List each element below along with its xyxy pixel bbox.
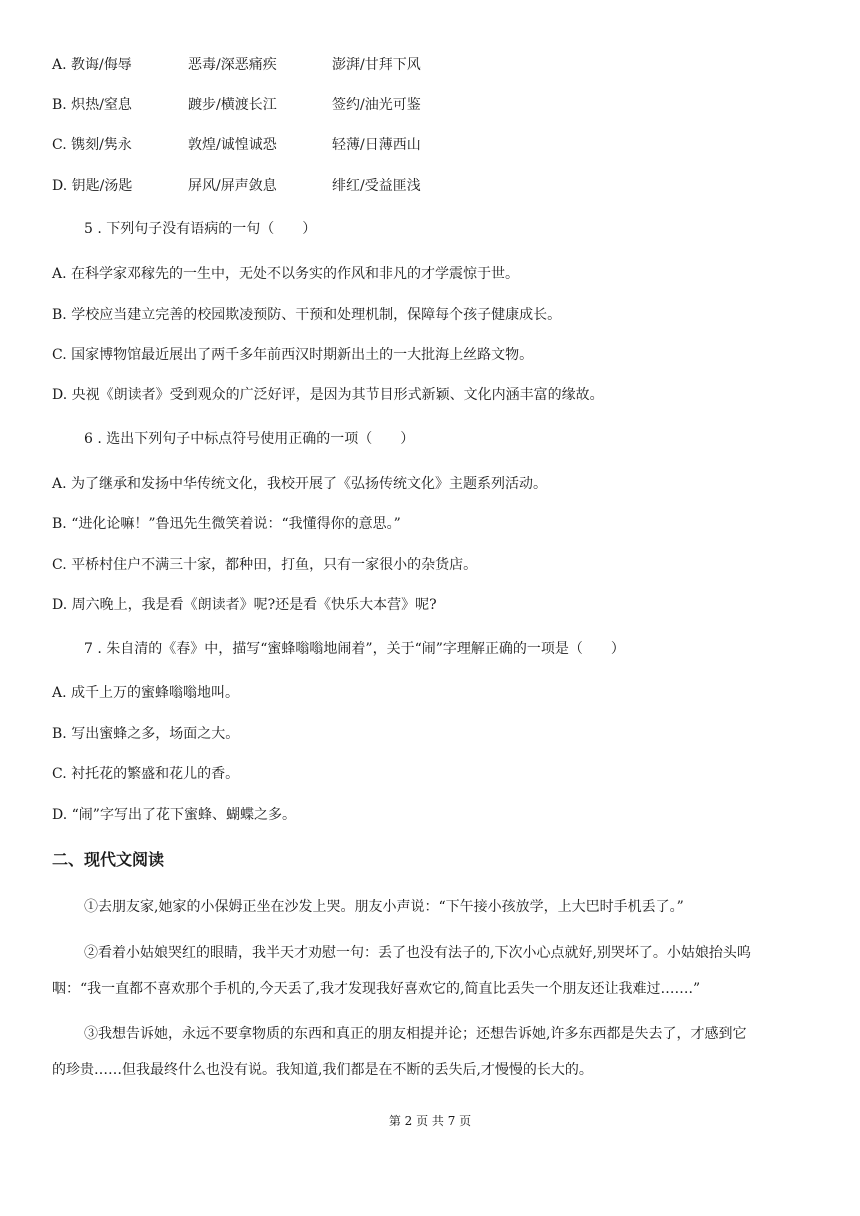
paragraph-1 bbox=[52, 897, 808, 917]
paragraph-2-line-2: 咽：“我一直都不喜欢那个手机的,今天丢了,我才发现我好喜欢它的,简直比丢失一个朋友还让我难过…….” bbox=[52, 981, 701, 997]
q5-stem: 5 . 下列句子没有语病的一句（ ） bbox=[84, 221, 317, 237]
q6-option-b: B. “进化论嘛！”鲁迅先生微笑着说：“我懂得你的意思。” bbox=[52, 516, 401, 532]
q4-option-d-col1: D. 钥匙/汤匙 bbox=[52, 178, 133, 194]
q7-stem: 7 . 朱自清的《春》中，描写“蜜蜂嗡嗡地闹着”，关于“闹”字理解正确的一项是（ ） bbox=[84, 641, 625, 657]
q4-option-b-col1: B. 炽热/窒息 bbox=[52, 97, 132, 113]
section-title: 二、现代文阅读 bbox=[52, 850, 165, 869]
q4-option-d-col3: 绯红/受益匪浅 bbox=[332, 178, 421, 194]
q6-stem: 6 . 选出下列句子中标点符号使用正确的一项（ ） bbox=[84, 431, 415, 447]
q4-option-c-col1: C. 镌刻/隽永 bbox=[52, 137, 132, 153]
q4-option-a-col2: 恶毒/深恶痛疾 bbox=[188, 57, 277, 73]
q4-option-b-col2: 踱步/横渡长江 bbox=[188, 97, 277, 113]
q5-option-d: D. 央视《朗读者》受到观众的广泛好评，是因为其节目形式新颖、文化内涵丰富的缘故。 bbox=[52, 387, 604, 403]
paragraph-3-line-2: 的珍贵……但我最终什么也没有说。我知道,我们都是在不断的丢失后,才慢慢的长大的。 bbox=[52, 1062, 593, 1078]
paragraph-3 bbox=[52, 1024, 808, 1080]
q5-option-b: B. 学校应当建立完善的校园欺凌预防、干预和处理机制，保障每个孩子健康成长。 bbox=[52, 307, 562, 323]
q4-option-b-col3: 签约/油光可鉴 bbox=[332, 97, 421, 113]
q7-option-d: D. “闹”字写出了花下蜜蜂、蝴蝶之多。 bbox=[52, 807, 296, 823]
q6-option-c: C. 平桥村住户不满三十家，都种田，打鱼，只有一家很小的杂货店。 bbox=[52, 557, 478, 573]
q7-option-a: A. 成千上万的蜜蜂嗡嗡地叫。 bbox=[52, 685, 240, 701]
q7-option-b: B. 写出蜜蜂之多，场面之大。 bbox=[52, 726, 240, 742]
page-footer: 第 2 页 共 7 页 bbox=[388, 1114, 472, 1128]
q6-option-d: D. 周六晚上，我是看《朗读者》呢?还是看《快乐大本营》呢? bbox=[52, 597, 437, 613]
q7-option-c: C. 衬托花的繁盛和花儿的香。 bbox=[52, 766, 240, 782]
q4-option-a-col1: A. 教诲/侮辱 bbox=[52, 57, 132, 73]
q4-option-a-col3: 澎湃/甘拜下风 bbox=[332, 57, 421, 73]
q4-option-d-col2: 屏风/屏声敛息 bbox=[188, 178, 277, 194]
q4-option-c-col2: 敦煌/诚惶诚恐 bbox=[188, 137, 277, 153]
paragraph-2-line-1: ②看着小姑娘哭红的眼睛，我半天才劝慰一句：丢了也没有法子的,下次小心点就好,别哭坏了。小姑娘抬头呜 bbox=[84, 945, 751, 961]
paragraph-3-line-1: ③我想告诉她，永远不要拿物质的东西和真正的朋友相提并论；还想告诉她,许多东西都是失去了，才感到它 bbox=[84, 1026, 747, 1042]
q5-option-a: A. 在科学家邓稼先的一生中，无处不以务实的作风和非凡的才学震惊于世。 bbox=[52, 266, 520, 282]
paragraph-1-text: ①去朋友家,她家的小保姆正坐在沙发上哭。朋友小声说：“下午接小孩放学，上大巴时手机丢了。” bbox=[84, 899, 684, 915]
q5-option-c: C. 国家博物馆最近展出了两千多年前西汉时期新出土的一大批海上丝路文物。 bbox=[52, 347, 534, 363]
q4-option-c-col3: 轻薄/日薄西山 bbox=[332, 137, 421, 153]
q6-option-a: A. 为了继承和发扬中华传统文化，我校开展了《弘扬传统文化》主题系列活动。 bbox=[52, 476, 548, 492]
paragraph-2 bbox=[52, 943, 808, 999]
